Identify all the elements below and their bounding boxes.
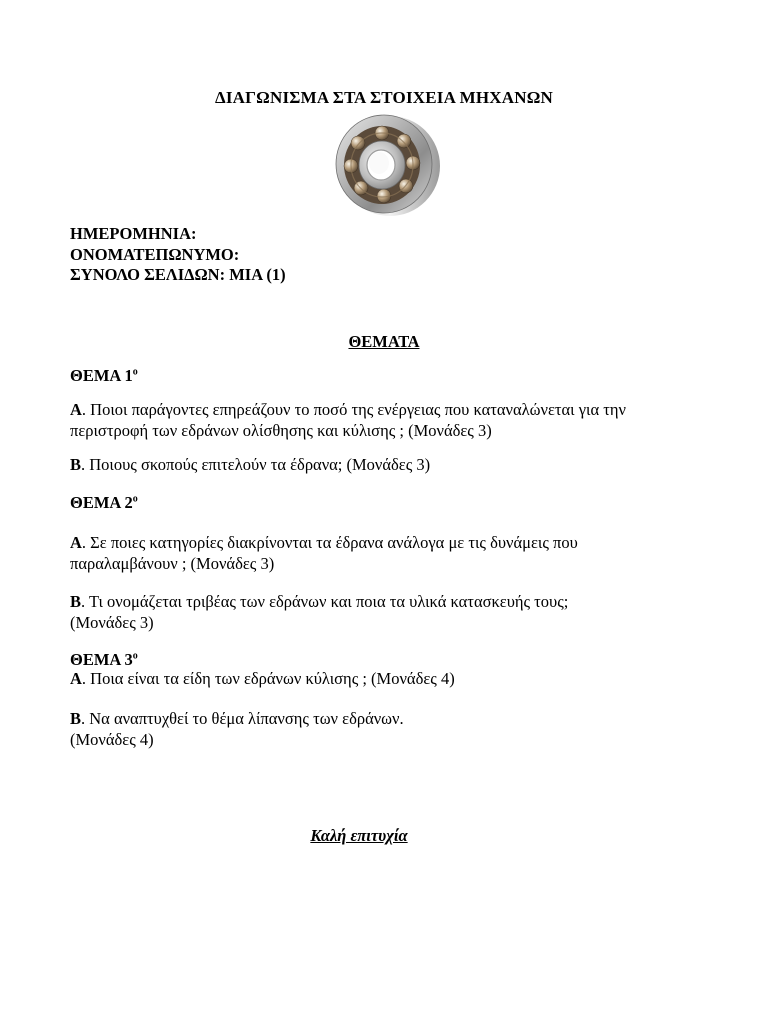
question — [70, 400, 710, 441]
question-letter: Β — [70, 592, 82, 611]
question-text-cont: περιστροφή των εδράνων ολίσθησης και κύλισης ; (Μονάδες 3) — [70, 420, 492, 440]
question-text: . Να αναπτυχθεί το θέμα λίπανσης των εδράνων. — [81, 709, 404, 728]
closing-text: Καλή επιτυχία — [310, 826, 408, 845]
topic-heading — [70, 650, 138, 670]
topic-heading — [70, 366, 138, 386]
question-text-cont: (Μονάδες 4) — [70, 729, 154, 749]
ball-bearing-image — [330, 108, 442, 220]
question-text: . Ποιοι παράγοντες επηρεάζουν το ποσό της ενέργειας που καταναλώνεται για την — [81, 400, 626, 419]
question-letter: Β — [70, 709, 82, 728]
question — [70, 709, 710, 750]
question-text: . Ποια είναι τα είδη των εδράνων κύλισης ; (Μονάδες 4) — [81, 669, 455, 688]
question-text: . Τι ονομάζεται τριβέας των εδράνων και ποια τα υλικά κατασκευής τους; — [81, 592, 569, 611]
question-letter: Α — [70, 533, 82, 552]
topic-heading — [70, 493, 138, 513]
question-text-cont: παραλαμβάνουν ; (Μονάδες 3) — [70, 553, 275, 573]
pages-label: ΣΥΝΟΛΟ ΣΕΛΙΔΩΝ: ΜΙΑ (1) — [70, 265, 286, 284]
question — [70, 592, 710, 633]
question — [70, 455, 710, 476]
question — [70, 533, 710, 574]
question-letter: Β — [70, 455, 82, 474]
document-title: ΔΙΑΓΩΝΙΣΜΑ ΣΤΑ ΣΤΟΙΧΕΙΑ ΜΗΧΑΝΩΝ — [214, 88, 553, 107]
question-text: . Ποιους σκοπούς επιτελούν τα έδρανα; (Μονάδες 3) — [81, 455, 431, 474]
section-heading: ΘΕΜΑΤΑ — [348, 332, 420, 351]
question — [70, 669, 710, 690]
topic-heading-text: ΘΕΜΑ $2^o$ — [70, 493, 138, 512]
topic-heading-text: ΘΕΜΑ $3^o$ — [70, 650, 138, 669]
exam-info — [70, 224, 286, 286]
date-label: ΗΜΕΡΟΜΗΝΙΑ: — [70, 224, 197, 243]
question-letter: Α — [70, 400, 82, 419]
question-text-cont: (Μονάδες 3) — [70, 612, 154, 632]
question-text: . Σε ποιες κατηγορίες διακρίνονται τα έδρανα ανάλογα με τις δυνάμεις που — [81, 533, 578, 552]
topic-heading-text: ΘΕΜΑ $1^o$ — [70, 366, 138, 385]
question-letter: Α — [70, 669, 82, 688]
name-label: ΟΝΟΜΑΤΕΠΩΝΥΜΟ: — [70, 244, 240, 264]
